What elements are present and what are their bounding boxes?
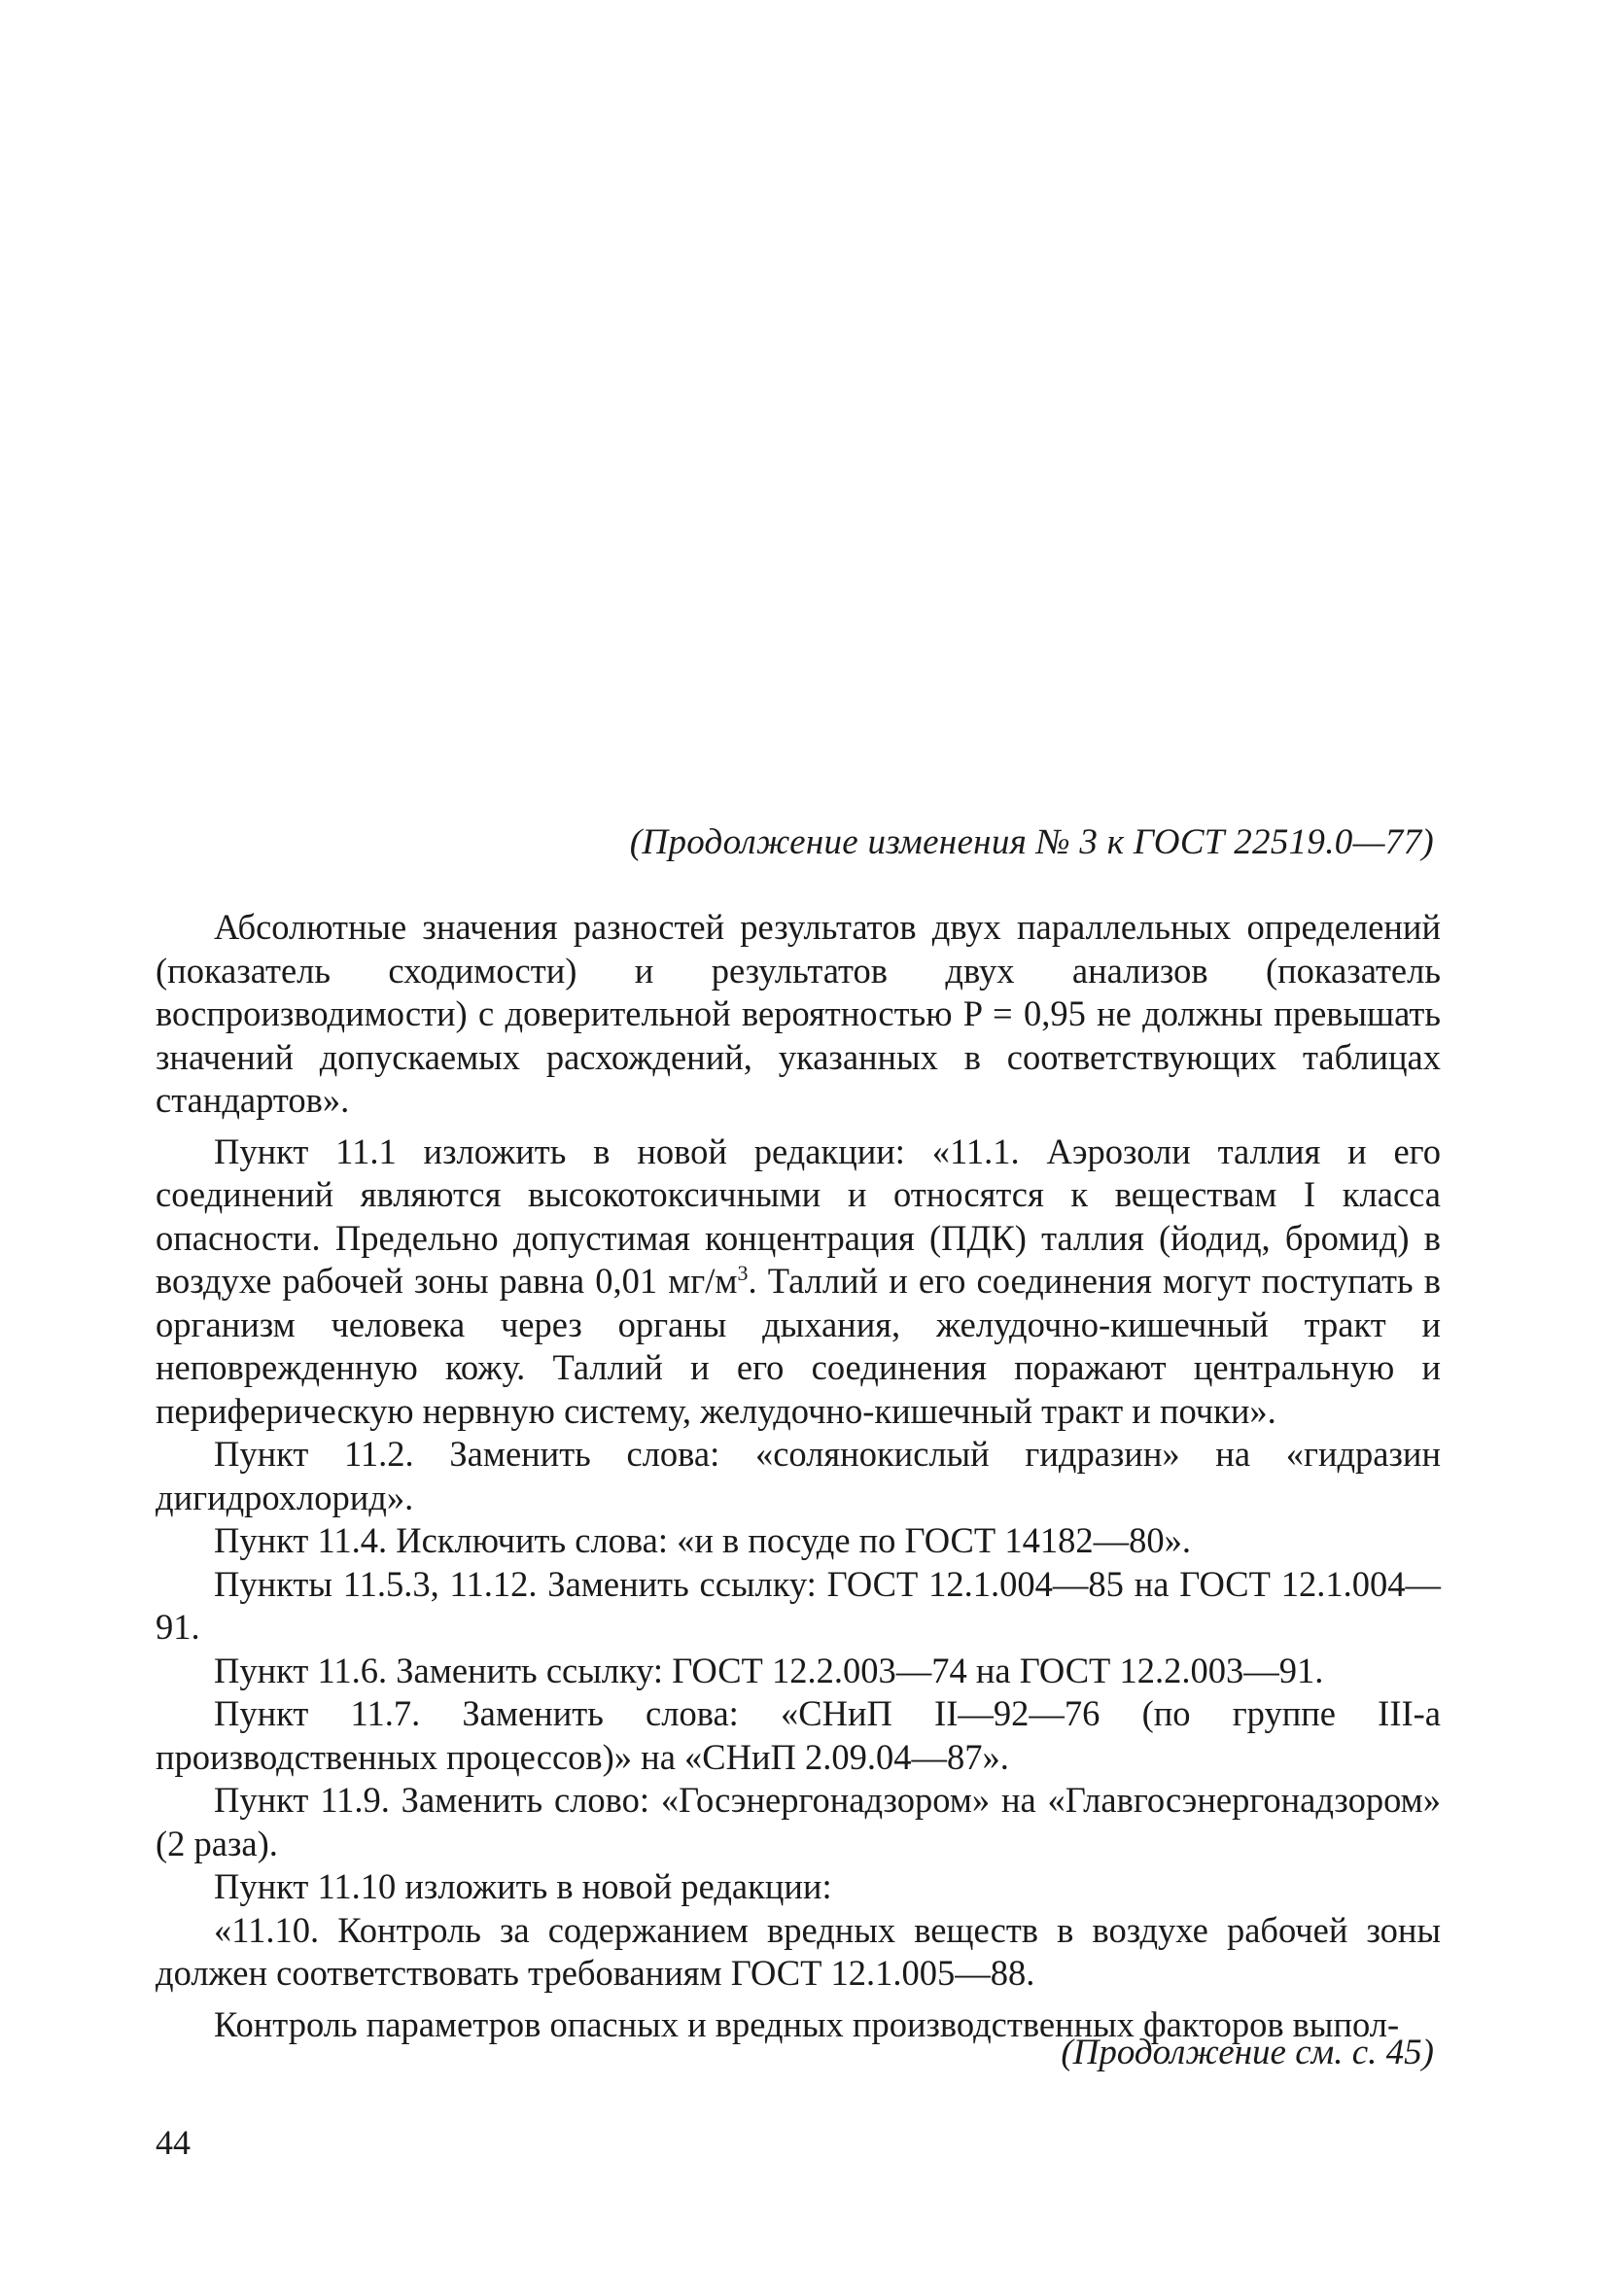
paragraph-item-11-1-text: Пункт 11.1 изложить в новой редакции: «11.1. Аэрозоли таллия и его соединений являются высокотоксичными и относятся к веществам I класса опасности. Предельно допустимая концентрация (ПДК) таллия (йодид, бромид) в воздухе рабочей зоны равна 0,01 мг/м bbox=[156, 1131, 1441, 1301]
paragraph-control: Контроль параметров опасных и вредных производственных факторов выпол- bbox=[214, 2003, 1400, 2044]
body-text bbox=[156, 906, 1441, 2046]
paragraph-item-11-9: Пункт 11.9. Заменить слово: «Госэнергонадзором» на «Главгосэнергонадзором» (2 раза). bbox=[156, 1780, 1441, 1863]
superscript-cubic: 3 bbox=[737, 1260, 749, 1285]
continuation-header: (Продолжение изменения № 3 к ГОСТ 22519.0—77) bbox=[629, 822, 1434, 862]
paragraph-item-11-6: Пункт 11.6. Заменить ссылку: ГОСТ 12.2.003—74 на ГОСТ 12.2.003—91. bbox=[214, 1650, 1324, 1690]
paragraph-item-11-2: Пункт 11.2. Заменить слова: «солянокислый гидразин» на «гидразин дигидрохлорид». bbox=[156, 1434, 1441, 1517]
continuation-footer: (Продолжение см. с. 45) bbox=[1061, 2033, 1434, 2072]
paragraph-item-11-10: Пункт 11.10 изложить в новой редакции: bbox=[214, 1866, 832, 1906]
page-number: 44 bbox=[156, 2123, 191, 2162]
paragraph-item-11-1 bbox=[156, 1131, 1441, 1434]
paragraph-item-11-10-text: «11.10. Контроль за содержанием вредных веществ в воздухе рабочей зоны должен соответствовать требованиям ГОСТ 12.1.005—88. bbox=[156, 1909, 1441, 1993]
paragraph-item-11-7: Пункт 11.7. Заменить слова: «СНиП II—92—76 (по группе III-а производственных процессов)» на «СНиП 2.09.04—87». bbox=[156, 1693, 1441, 1777]
paragraph-item-11-1-tail: . Таллий и его соединения могут поступать в организм человека через органы дыхания, желудочно-кишечный тракт и неповрежденную кожу. Таллий и его соединения поражают центральную и периферическую нервную систему, желудочно-кишечный тракт и почки». bbox=[156, 1261, 1441, 1431]
paragraph-item-11-5-3: Пункты 11.5.3, 11.12. Заменить ссылку: ГОСТ 12.1.004—85 на ГОСТ 12.1.004—91. bbox=[156, 1563, 1441, 1647]
paragraph-item-11-4: Пункт 11.4. Исключить слова: «и в посуде по ГОСТ 14182—80». bbox=[214, 1520, 1191, 1560]
paragraph-reproducibility: Абсолютные значения разностей результатов двух параллельных определений (показатель сходимости) и результатов двух анализов (показатель воспроизводимости) с доверительной вероятностью P = 0,95 не должны превышать значений допускаемых расхождений, указанных в соответствующих таблицах стандартов». bbox=[156, 907, 1441, 1120]
